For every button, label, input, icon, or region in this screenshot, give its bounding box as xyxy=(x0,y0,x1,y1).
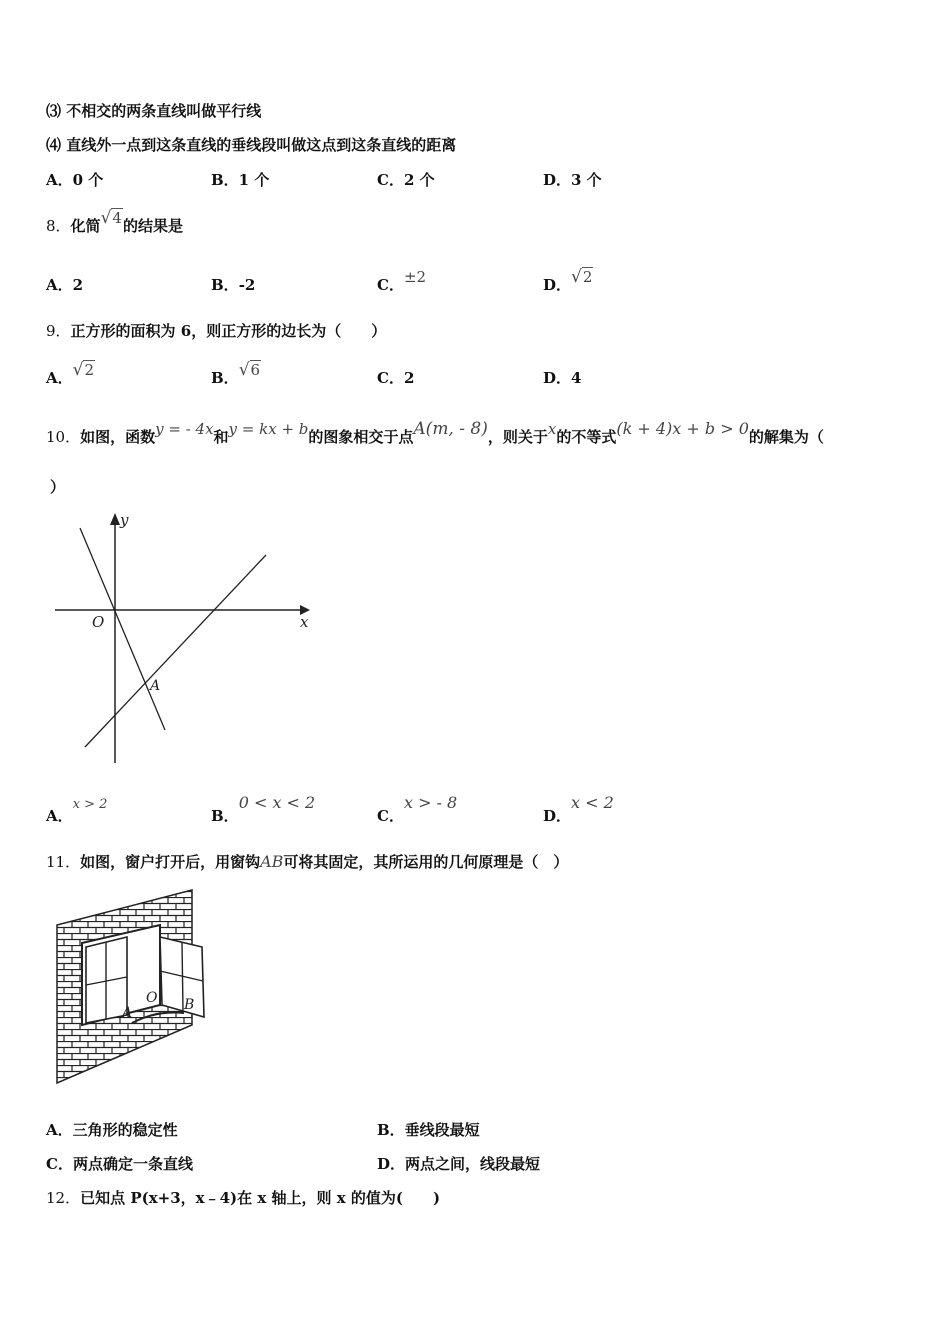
q8-stem xyxy=(46,208,183,236)
q10-math-point: A(m, - 8) xyxy=(413,419,488,439)
q8-a-value: 2 xyxy=(72,276,84,294)
q10-math-x: x xyxy=(547,420,557,438)
line-y-kx-b xyxy=(85,555,266,747)
q10-c-value: x > - 8 xyxy=(403,793,458,812)
statement-3: ⑶ 不相交的两条直线叫做平行线 xyxy=(46,102,262,120)
q8-c-value: ±2 xyxy=(403,268,427,286)
q8-text-post: 的结果是 xyxy=(122,217,183,235)
q10-text-1: 如图，函数 xyxy=(80,428,156,446)
q8-option-c[interactable]: C．±2 xyxy=(377,268,427,294)
q8-radicand: 4 xyxy=(112,209,122,227)
q11-window-figure xyxy=(52,885,212,1090)
y-axis-label: y xyxy=(120,511,129,529)
q12-number: 12． xyxy=(46,1189,81,1207)
q10-stem xyxy=(46,419,824,447)
q8-b-value: -2 xyxy=(238,276,256,294)
q12-text: 已知点 P(x+3，x﹣4)在 x 轴上，则 x 的值为( ) xyxy=(80,1189,441,1207)
q10-stem-cont: ） xyxy=(50,478,66,496)
q10-text-4: ，则关于 xyxy=(487,428,548,446)
q7-option-d[interactable]: D．3 个 xyxy=(543,171,602,189)
q8-option-d[interactable]: D．√2 xyxy=(543,267,593,294)
q9-option-a[interactable]: A．√2 xyxy=(46,360,95,387)
q10-graph xyxy=(50,505,320,770)
q8-text-pre: 化简 xyxy=(70,217,101,235)
q12-stem xyxy=(46,1188,440,1208)
q11-option-d[interactable]: D．两点之间，线段最短 xyxy=(377,1155,541,1173)
q11-text-1: 如图，窗户打开后，用窗钩 xyxy=(80,853,261,871)
statement-4: ⑷ 直线外一点到这条直线的垂线段叫做这点到这条直线的距离 xyxy=(46,136,457,154)
q9-number: 9． xyxy=(46,322,71,340)
q11-math-ab: AB xyxy=(260,852,284,871)
q10-option-b[interactable]: B．0 < x < 2 xyxy=(211,793,316,825)
y-axis-arrow xyxy=(110,513,120,525)
point-o-label: O xyxy=(146,990,158,1006)
q11-option-a[interactable]: A．三角形的稳定性 xyxy=(46,1121,178,1139)
q9-stem xyxy=(46,321,386,341)
q7-option-a[interactable]: A．0 个 xyxy=(46,171,104,189)
point-a-label: A xyxy=(122,1005,133,1021)
q11-number: 11． xyxy=(46,853,81,871)
q9-a-sqrt: √2 xyxy=(72,360,95,380)
q9-option-d[interactable]: D．4 xyxy=(543,369,582,387)
q10-text-5: 的不等式 xyxy=(556,428,617,446)
q10-a-value: x > 2 xyxy=(72,797,108,812)
q10-option-d[interactable]: D．x < 2 xyxy=(543,793,614,825)
q7-option-b[interactable]: B．1 个 xyxy=(211,171,270,189)
origin-label: O xyxy=(92,613,105,631)
q9-option-b[interactable]: B．√6 xyxy=(211,360,261,387)
q11-option-b[interactable]: B．垂线段最短 xyxy=(377,1121,480,1139)
q11-text-2: 可将其固定，其所运用的几何原理是（ ） xyxy=(283,853,569,871)
q10-number: 10． xyxy=(46,428,81,446)
q8-number: 8． xyxy=(46,217,71,235)
q10-text-3: 的图象相交于点 xyxy=(308,428,414,446)
q10-math-line1: y = - 4x xyxy=(155,420,214,438)
q8-option-b[interactable]: B．-2 xyxy=(211,276,256,294)
q10-b-value: 0 < x < 2 xyxy=(238,793,316,812)
point-a-label: A xyxy=(150,678,161,694)
q10-text-2: 和 xyxy=(213,428,229,446)
q8-option-a[interactable]: A．2 xyxy=(46,276,84,294)
q10-text-6: 的解集为（ xyxy=(748,428,824,446)
q9-option-c[interactable]: C．2 xyxy=(377,369,415,387)
q10-d-value: x < 2 xyxy=(571,793,614,812)
q8-sqrt: √4 xyxy=(100,208,122,228)
q9-text: 正方形的面积为 6，则正方形的边长为（ ） xyxy=(70,322,387,340)
q10-math-line2: y = kx + b xyxy=(228,420,309,438)
q11-option-c[interactable]: C．两点确定一条直线 xyxy=(46,1155,193,1173)
point-b-label: B xyxy=(184,997,195,1013)
q10-option-c[interactable]: C．x > - 8 xyxy=(377,793,458,825)
q10-math-inequality: (k + 4)x + b > 0 xyxy=(616,419,749,438)
q8-d-sqrt: √2 xyxy=(571,267,593,287)
q10-option-a[interactable]: A．x > 2 xyxy=(46,797,108,825)
q9-b-sqrt: √6 xyxy=(238,360,261,380)
q7-option-c[interactable]: C．2 个 xyxy=(377,171,435,189)
q11-stem xyxy=(46,852,568,872)
x-axis-label: x xyxy=(300,613,309,631)
